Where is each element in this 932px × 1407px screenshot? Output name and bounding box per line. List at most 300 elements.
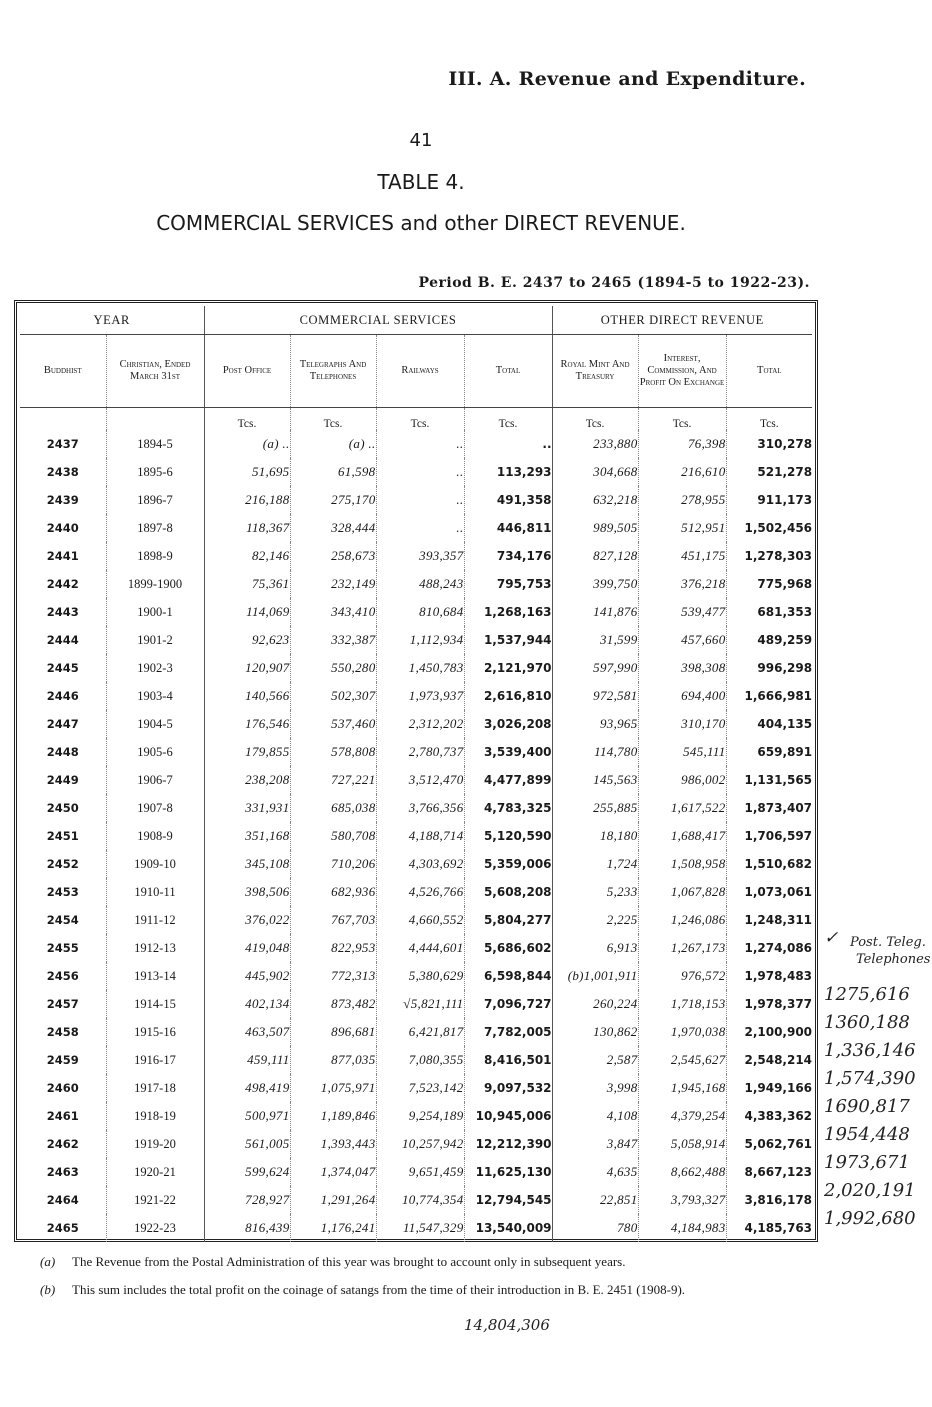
interest-cell: 4,379,254: [638, 1102, 726, 1130]
buddhist-year-cell: 2460: [20, 1074, 106, 1102]
commercial-total-cell: 8,416,501: [464, 1046, 552, 1074]
other-total-cell: 8,667,123: [744, 1165, 813, 1179]
railways-cell: 1,973,937: [376, 682, 464, 710]
post-office-cell: 459,111: [204, 1046, 290, 1074]
christian-year-cell: 1921-22: [106, 1186, 204, 1214]
royal-mint-cell: 141,876: [552, 598, 638, 626]
interest-cell: 1,246,086: [638, 906, 726, 934]
commercial-total-cell: 795,753: [464, 570, 552, 598]
post-office-cell: 561,005: [204, 1130, 290, 1158]
table-row: [20, 1074, 812, 1102]
post-office-cell: 114,069: [204, 598, 290, 626]
unit-label: Tcs.: [376, 408, 464, 431]
interest-cell: 976,572: [638, 962, 726, 990]
christian-year-cell: 1903-4: [106, 682, 204, 710]
table-row: [20, 990, 812, 1018]
telegraphs-cell: 275,170: [290, 486, 376, 514]
royal-mint-cell: 972,581: [552, 682, 638, 710]
commercial-total-cell: 7,782,005: [464, 1018, 552, 1046]
buddhist-year-cell: 2462: [20, 1130, 106, 1158]
christian-year-cell: 1920-21: [106, 1158, 204, 1186]
christian-year-cell: 1904-5: [106, 710, 204, 738]
commercial-total-cell: 13,540,009: [464, 1214, 552, 1242]
interest-cell: 1,267,173: [638, 934, 726, 962]
christian-year-cell: 1917-18: [106, 1074, 204, 1102]
railways-cell: 7,523,142: [376, 1074, 464, 1102]
other-total-cell: 489,259: [757, 633, 813, 647]
railways-cell: 11,547,329: [376, 1214, 464, 1242]
buddhist-year-cell: 2451: [20, 822, 106, 850]
christian-year-cell: 1898-9: [106, 542, 204, 570]
other-total-cell: 1,666,981: [744, 689, 813, 703]
post-office-cell: 140,566: [204, 682, 290, 710]
table-row: [20, 430, 812, 458]
table-row: [20, 794, 812, 822]
commercial-total-cell: 12,794,545: [464, 1186, 552, 1214]
interest-cell: 216,610: [638, 458, 726, 486]
telegraphs-cell: 578,808: [290, 738, 376, 766]
royal-mint-cell: 93,965: [552, 710, 638, 738]
buddhist-year-cell: 2454: [20, 906, 106, 934]
table-row: [20, 1186, 812, 1214]
christian-year-cell: 1901-2: [106, 626, 204, 654]
telegraphs-cell: 1,189,846: [290, 1102, 376, 1130]
other-total-cell: 996,298: [757, 661, 813, 675]
buddhist-year-cell: 2461: [20, 1102, 106, 1130]
post-office-cell: 82,146: [204, 542, 290, 570]
railways-cell: 1,450,783: [376, 654, 464, 682]
post-office-cell: 419,048: [204, 934, 290, 962]
railways-cell: 1,112,934: [376, 626, 464, 654]
commercial-total-cell: ..: [464, 430, 552, 458]
telegraphs-cell: 1,075,971: [290, 1074, 376, 1102]
buddhist-year-cell: 2459: [20, 1046, 106, 1074]
units-row: [20, 408, 812, 431]
telegraphs-cell: 1,374,047: [290, 1158, 376, 1186]
royal-mint-cell: 827,128: [552, 542, 638, 570]
other-total-cell: 1,978,483: [744, 969, 813, 983]
buddhist-year-cell: 2455: [20, 934, 106, 962]
railways-cell: 3,766,356: [376, 794, 464, 822]
unit-label: Tcs.: [552, 408, 638, 431]
other-total-cell: 1,873,407: [744, 801, 813, 815]
telegraphs-cell: 537,460: [290, 710, 376, 738]
table-row: [20, 682, 812, 710]
interest-cell: 545,111: [638, 738, 726, 766]
commercial-total-cell: 4,783,325: [464, 794, 552, 822]
railways-cell: 2,780,737: [376, 738, 464, 766]
railways-cell: 10,774,354: [376, 1186, 464, 1214]
buddhist-year-cell: 2456: [20, 962, 106, 990]
christian-year-cell: 1909-10: [106, 850, 204, 878]
post-office-cell: 728,927: [204, 1186, 290, 1214]
interest-cell: 1,688,417: [638, 822, 726, 850]
christian-year-cell: 1914-15: [106, 990, 204, 1018]
interest-cell: 1,617,522: [638, 794, 726, 822]
buddhist-year-cell: 2465: [20, 1214, 106, 1242]
table-row: [20, 1214, 812, 1242]
royal-mint-cell: 255,885: [552, 794, 638, 822]
post-office-cell: 376,022: [204, 906, 290, 934]
other-total-cell: 1,949,166: [744, 1081, 813, 1095]
handwritten-side-sum: 1,336,146: [824, 1040, 916, 1061]
christian-year-cell: 1894-5: [106, 430, 204, 458]
table-row: [20, 654, 812, 682]
table-row: [20, 514, 812, 542]
table-number: TABLE 4.: [377, 170, 465, 194]
christian-year-cell: 1895-6: [106, 458, 204, 486]
group-header-other: OTHER DIRECT REVENUE: [552, 306, 812, 335]
other-total-cell: 1,706,597: [744, 829, 813, 843]
christian-year-cell: 1913-14: [106, 962, 204, 990]
table-row: [20, 598, 812, 626]
buddhist-year-cell: 2450: [20, 794, 106, 822]
christian-year-cell: 1900-1: [106, 598, 204, 626]
buddhist-year-cell: 2447: [20, 710, 106, 738]
buddhist-year-cell: 2444: [20, 626, 106, 654]
post-office-cell: 179,855: [204, 738, 290, 766]
other-total-cell: 1,510,682: [744, 857, 813, 871]
unit-label: Tcs.: [204, 408, 290, 431]
commercial-total-cell: 2,616,810: [464, 682, 552, 710]
buddhist-year-cell: 2446: [20, 682, 106, 710]
royal-mint-cell: 22,851: [552, 1186, 638, 1214]
royal-mint-cell: 2,225: [552, 906, 638, 934]
royal-mint-cell: 130,862: [552, 1018, 638, 1046]
handwritten-note-telephones: Telephones: [856, 952, 931, 967]
footnote-b: [40, 1282, 840, 1298]
christian-year-cell: 1918-19: [106, 1102, 204, 1130]
table-row: [20, 1018, 812, 1046]
post-office-cell: 398,506: [204, 878, 290, 906]
royal-mint-cell: 399,750: [552, 570, 638, 598]
interest-cell: 457,660: [638, 626, 726, 654]
royal-mint-cell: 31,599: [552, 626, 638, 654]
buddhist-year-cell: 2448: [20, 738, 106, 766]
railways-cell: ..: [376, 486, 464, 514]
buddhist-year-cell: 2439: [20, 486, 106, 514]
telegraphs-cell: 767,703: [290, 906, 376, 934]
table-row: [20, 822, 812, 850]
interest-cell: 694,400: [638, 682, 726, 710]
interest-cell: 1,067,828: [638, 878, 726, 906]
post-office-cell: 345,108: [204, 850, 290, 878]
other-total-cell: 2,548,214: [744, 1053, 813, 1067]
unit-label: Tcs.: [759, 418, 779, 430]
christian-year-cell: 1907-8: [106, 794, 204, 822]
interest-cell: 3,793,327: [638, 1186, 726, 1214]
commercial-total-cell: 5,608,208: [464, 878, 552, 906]
royal-mint-cell: 780: [552, 1214, 638, 1242]
footnote-text: The Revenue from the Postal Administration of this year was brought to account only in subsequent years.: [72, 1254, 626, 1269]
table-row: [20, 1130, 812, 1158]
table-row: [20, 962, 812, 990]
col-header-total-commercial: Total: [464, 335, 552, 408]
post-office-cell: (a) ..: [204, 430, 290, 458]
railways-cell: ..: [376, 514, 464, 542]
railways-cell: 393,357: [376, 542, 464, 570]
commercial-total-cell: 5,120,590: [464, 822, 552, 850]
royal-mint-cell: 989,505: [552, 514, 638, 542]
commercial-total-cell: 11,625,130: [464, 1158, 552, 1186]
buddhist-year-cell: 2441: [20, 542, 106, 570]
railways-cell: 4,444,601: [376, 934, 464, 962]
table-row: [20, 934, 812, 962]
post-office-cell: 120,907: [204, 654, 290, 682]
interest-cell: 2,545,627: [638, 1046, 726, 1074]
handwritten-check: ✓: [824, 928, 839, 948]
royal-mint-cell: 3,998: [552, 1074, 638, 1102]
buddhist-year-cell: 2458: [20, 1018, 106, 1046]
handwritten-side-sum: 1360,188: [824, 1012, 910, 1033]
other-total-cell: 1,073,061: [744, 885, 813, 899]
railways-cell: 10,257,942: [376, 1130, 464, 1158]
royal-mint-cell: 114,780: [552, 738, 638, 766]
post-office-cell: 331,931: [204, 794, 290, 822]
royal-mint-cell: 18,180: [552, 822, 638, 850]
col-header-interest: Interest, Commission, And Profit On Exchange: [638, 335, 726, 408]
handwritten-bottom-total: 14,804,306: [464, 1316, 550, 1334]
handwritten-side-sum: 2,020,191: [824, 1180, 916, 1201]
interest-cell: 4,184,983: [638, 1214, 726, 1242]
post-office-cell: 500,971: [204, 1102, 290, 1130]
buddhist-year-cell: 2442: [20, 570, 106, 598]
other-total-cell: 1,274,086: [744, 941, 813, 955]
other-total-cell: 4,185,763: [744, 1221, 813, 1235]
telegraphs-cell: 896,681: [290, 1018, 376, 1046]
commercial-total-cell: 6,598,844: [464, 962, 552, 990]
commercial-total-cell: 12,212,390: [464, 1130, 552, 1158]
telegraphs-cell: (a) ..: [290, 430, 376, 458]
unit-label: Tcs.: [464, 408, 552, 431]
col-header-telegraphs: Telegraphs And Telephones: [290, 335, 376, 408]
post-office-cell: 445,902: [204, 962, 290, 990]
buddhist-year-cell: 2463: [20, 1158, 106, 1186]
table-row: [20, 738, 812, 766]
christian-year-cell: 1908-9: [106, 822, 204, 850]
christian-year-cell: 1911-12: [106, 906, 204, 934]
handwritten-note-post-teleg: Post. Teleg.: [850, 935, 926, 950]
royal-mint-cell: 233,880: [552, 430, 638, 458]
handwritten-side-sum: 1,574,390: [824, 1068, 916, 1089]
post-office-cell: 216,188: [204, 486, 290, 514]
col-header-total-other: Total: [726, 335, 812, 408]
railways-cell: 810,684: [376, 598, 464, 626]
buddhist-year-cell: 2464: [20, 1186, 106, 1214]
commercial-total-cell: 10,945,006: [464, 1102, 552, 1130]
buddhist-year-cell: 2445: [20, 654, 106, 682]
other-total-cell: 659,891: [757, 745, 813, 759]
interest-cell: 278,955: [638, 486, 726, 514]
handwritten-side-sum: 1973,671: [824, 1152, 910, 1173]
other-total-cell: 1,248,311: [744, 913, 813, 927]
interest-cell: 5,058,914: [638, 1130, 726, 1158]
telegraphs-cell: 1,176,241: [290, 1214, 376, 1242]
other-total-cell: 775,968: [757, 577, 813, 591]
page-number: 41: [409, 130, 433, 151]
post-office-cell: 92,623: [204, 626, 290, 654]
christian-year-cell: 1905-6: [106, 738, 204, 766]
railways-cell: 7,080,355: [376, 1046, 464, 1074]
buddhist-year-cell: 2437: [20, 430, 106, 458]
commercial-total-cell: 491,358: [464, 486, 552, 514]
royal-mint-cell: 5,233: [552, 878, 638, 906]
christian-year-cell: 1916-17: [106, 1046, 204, 1074]
table-row: [20, 878, 812, 906]
railways-cell: 4,303,692: [376, 850, 464, 878]
handwritten-side-sum: 1275,616: [824, 984, 910, 1005]
post-office-cell: 599,624: [204, 1158, 290, 1186]
table-row: [20, 1158, 812, 1186]
post-office-cell: 75,361: [204, 570, 290, 598]
buddhist-year-cell: 2449: [20, 766, 106, 794]
buddhist-year-cell: 2443: [20, 598, 106, 626]
post-office-cell: 176,546: [204, 710, 290, 738]
table-row: [20, 1102, 812, 1130]
footnote-mark: (b): [40, 1282, 56, 1297]
unit-label: Tcs.: [290, 408, 376, 431]
telegraphs-cell: 682,936: [290, 878, 376, 906]
footnote-text: This sum includes the total profit on the coinage of satangs from the time of their introduction in B. E. 2451 (1908-9).: [72, 1282, 686, 1297]
other-total-cell: 1,978,377: [744, 997, 813, 1011]
telegraphs-cell: 772,313: [290, 962, 376, 990]
commercial-total-cell: 4,477,899: [464, 766, 552, 794]
footnote-mark: (a): [40, 1254, 56, 1269]
col-header-railways: Railways: [376, 335, 464, 408]
interest-cell: 8,662,488: [638, 1158, 726, 1186]
telegraphs-cell: 61,598: [290, 458, 376, 486]
christian-year-cell: 1899-1900: [106, 570, 204, 598]
interest-cell: 1,970,038: [638, 1018, 726, 1046]
revenue-table: [20, 306, 812, 1242]
royal-mint-cell: 632,218: [552, 486, 638, 514]
footnote-a: [40, 1254, 840, 1270]
commercial-total-cell: 3,539,400: [464, 738, 552, 766]
telegraphs-cell: 343,410: [290, 598, 376, 626]
table-row: [20, 542, 812, 570]
royal-mint-cell: 145,563: [552, 766, 638, 794]
other-total-cell: 310,278: [757, 437, 813, 451]
other-total-cell: 911,173: [757, 493, 813, 507]
railways-cell: 4,526,766: [376, 878, 464, 906]
railways-cell: 4,660,552: [376, 906, 464, 934]
post-office-cell: 351,168: [204, 822, 290, 850]
royal-mint-cell: 3,847: [552, 1130, 638, 1158]
commercial-total-cell: 446,811: [464, 514, 552, 542]
commercial-total-cell: 9,097,532: [464, 1074, 552, 1102]
telegraphs-cell: 727,221: [290, 766, 376, 794]
post-office-cell: 238,208: [204, 766, 290, 794]
other-total-cell: 4,383,362: [744, 1109, 813, 1123]
christian-year-cell: 1896-7: [106, 486, 204, 514]
telegraphs-cell: 328,444: [290, 514, 376, 542]
post-office-cell: 51,695: [204, 458, 290, 486]
post-office-cell: 463,507: [204, 1018, 290, 1046]
railways-cell: 3,512,470: [376, 766, 464, 794]
handwritten-side-sum: 1690,817: [824, 1096, 910, 1117]
railways-cell: 4,188,714: [376, 822, 464, 850]
royal-mint-cell: 597,990: [552, 654, 638, 682]
buddhist-year-cell: 2452: [20, 850, 106, 878]
christian-year-cell: 1922-23: [106, 1214, 204, 1242]
interest-cell: 1,945,168: [638, 1074, 726, 1102]
table-row: [20, 1046, 812, 1074]
other-total-cell: 521,278: [757, 465, 813, 479]
telegraphs-cell: 258,673: [290, 542, 376, 570]
other-total-cell: 1,502,456: [744, 521, 813, 535]
group-header-commercial: COMMERCIAL SERVICES: [204, 306, 552, 335]
commercial-total-cell: 5,686,602: [464, 934, 552, 962]
interest-cell: 398,308: [638, 654, 726, 682]
handwritten-side-sum: 1954,448: [824, 1124, 910, 1145]
buddhist-year-cell: 2457: [20, 990, 106, 1018]
col-header-buddhist: Buddhist: [20, 335, 106, 408]
interest-cell: 539,477: [638, 598, 726, 626]
table-row: [20, 626, 812, 654]
buddhist-year-cell: 2453: [20, 878, 106, 906]
interest-cell: 451,175: [638, 542, 726, 570]
commercial-total-cell: 2,121,970: [464, 654, 552, 682]
commercial-total-cell: 5,359,006: [464, 850, 552, 878]
group-header-year: YEAR: [20, 306, 204, 335]
telegraphs-cell: 685,038: [290, 794, 376, 822]
commercial-total-cell: 5,804,277: [464, 906, 552, 934]
table-body: [20, 408, 812, 1243]
railways-cell: 488,243: [376, 570, 464, 598]
unit-label: Tcs.: [638, 408, 726, 431]
telegraphs-cell: 502,307: [290, 682, 376, 710]
christian-year-cell: 1912-13: [106, 934, 204, 962]
telegraphs-cell: 710,206: [290, 850, 376, 878]
interest-cell: 1,508,958: [638, 850, 726, 878]
railways-cell: 9,651,459: [376, 1158, 464, 1186]
table-row: [20, 710, 812, 738]
commercial-total-cell: 7,096,727: [464, 990, 552, 1018]
commercial-total-cell: 3,026,208: [464, 710, 552, 738]
railways-cell: 6,421,817: [376, 1018, 464, 1046]
table-row: [20, 570, 812, 598]
other-total-cell: 1,278,303: [744, 549, 813, 563]
post-office-cell: 402,134: [204, 990, 290, 1018]
royal-mint-cell: 4,635: [552, 1158, 638, 1186]
table-row: [20, 486, 812, 514]
christian-year-cell: 1910-11: [106, 878, 204, 906]
other-total-cell: 681,353: [757, 605, 813, 619]
interest-cell: 1,718,153: [638, 990, 726, 1018]
table-row: [20, 458, 812, 486]
post-office-cell: 118,367: [204, 514, 290, 542]
railways-cell: ..: [376, 458, 464, 486]
royal-mint-cell: 6,913: [552, 934, 638, 962]
period-label: Period B. E. 2437 to 2465 (1894-5 to 1922-23).: [418, 275, 810, 291]
railways-cell: ..: [376, 430, 464, 458]
interest-cell: 986,002: [638, 766, 726, 794]
christian-year-cell: 1902-3: [106, 654, 204, 682]
telegraphs-cell: 232,149: [290, 570, 376, 598]
royal-mint-cell: 304,668: [552, 458, 638, 486]
other-total-cell: 1,131,565: [744, 773, 813, 787]
commercial-total-cell: 1,537,944: [464, 626, 552, 654]
other-total-cell: 404,135: [757, 717, 813, 731]
christian-year-cell: 1897-8: [106, 514, 204, 542]
handwritten-side-sum: 1,992,680: [824, 1208, 916, 1229]
other-total-cell: 5,062,761: [744, 1137, 813, 1151]
post-office-cell: 498,419: [204, 1074, 290, 1102]
commercial-total-cell: 734,176: [464, 542, 552, 570]
interest-cell: 310,170: [638, 710, 726, 738]
railways-cell: √5,821,111: [376, 990, 464, 1018]
christian-year-cell: 1919-20: [106, 1130, 204, 1158]
